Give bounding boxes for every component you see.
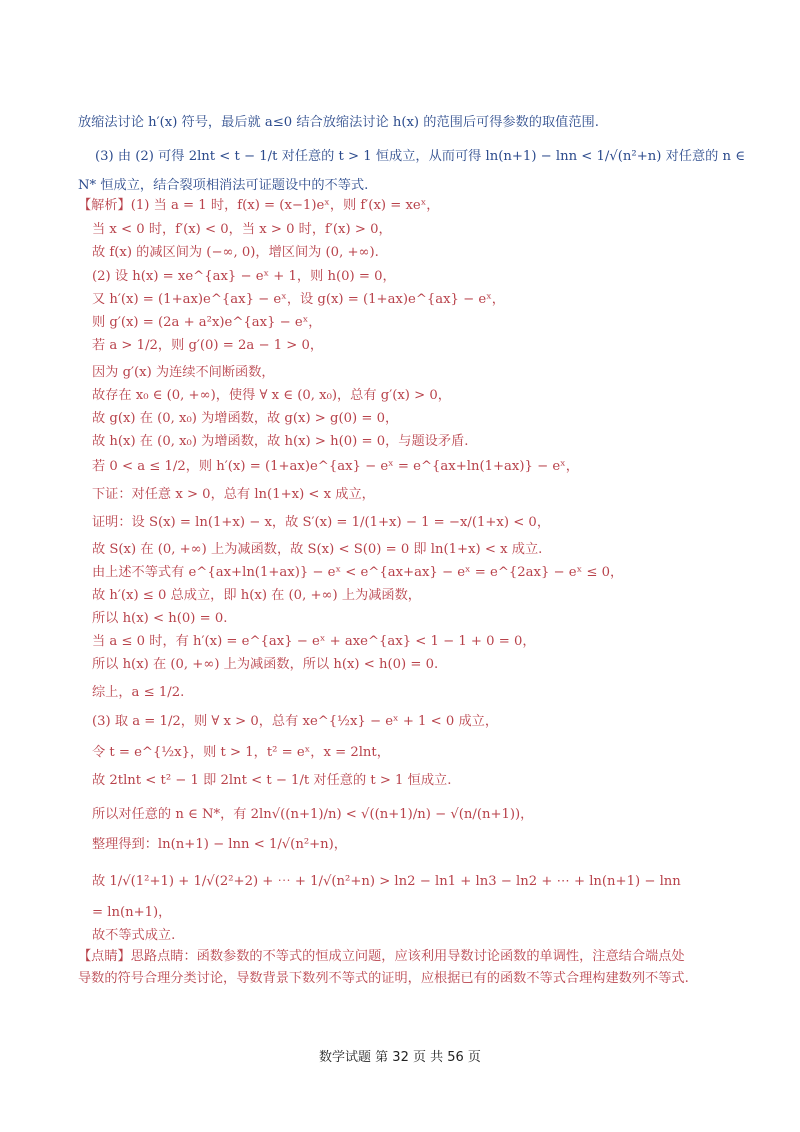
solution-line-7: 若 a > 1/2，则 g′(0) = 2a − 1 > 0， bbox=[92, 338, 324, 353]
solution-line-8: 因为 g′(x) 为连续不间断函数， bbox=[92, 365, 275, 380]
page-footer: 数学试题 第 32 页 共 56 页 bbox=[319, 1050, 481, 1065]
solution-line-11: 故 h(x) 在 (0, x₀) 为增函数，故 h(x) > h(0) = 0，与题设矛盾. bbox=[92, 434, 469, 449]
solution-line-27: 故 1/√(1²+1) + 1/√(2²+2) + ⋯ + 1/√(n²+n) > ln2 − ln1 + ln3 − ln2 + ⋯ + ln(n+1) − lnn bbox=[92, 874, 681, 889]
solution-line-20: 所以 h(x) 在 (0, +∞) 上为减函数，所以 h(x) < h(0) = 0. bbox=[92, 657, 439, 672]
solution-line-4: (2) 设 h(x) = xe^{ax} − eˣ + 1，则 h(0) = 0， bbox=[92, 269, 396, 284]
solution-line-12: 若 0 < a ≤ 1/2，则 h′(x) = (1+ax)e^{ax} − eˣ = e^{ax+ln(1+ax)} − eˣ， bbox=[92, 459, 579, 474]
solution-line-28: = ln(n+1)， bbox=[92, 905, 172, 920]
solution-line-25: 所以对任意的 n ∈ N*，有 2ln√((n+1)/n) < √((n+1)/n) − √(n/(n+1))， bbox=[92, 807, 534, 822]
analysis-line-3: N* 恒成立，结合裂项相消法可证题设中的不等式. bbox=[78, 178, 369, 193]
solution-line-10: 故 g(x) 在 (0, x₀) 为增函数，故 g(x) > g(0) = 0， bbox=[92, 411, 399, 426]
solution-line-6: 则 g′(x) = (2a + a²x)e^{ax} − eˣ， bbox=[92, 315, 322, 330]
solution-line-17: 故 h′(x) ≤ 0 总成立，即 h(x) 在 (0, +∞) 上为减函数， bbox=[92, 588, 421, 603]
solution-line-15: 故 S(x) 在 (0, +∞) 上为减函数，故 S(x) < S(0) = 0 即 ln(1+x) < x 成立. bbox=[92, 542, 543, 557]
solution-line-13: 下证：对任意 x > 0，总有 ln(1+x) < x 成立， bbox=[92, 487, 375, 502]
solution-line-14: 证明：设 S(x) = ln(1+x) − x，故 S′(x) = 1/(1+x) − 1 = −x/(1+x) < 0， bbox=[92, 515, 551, 530]
solution-line-1: 【解析】(1) 当 a = 1 时，f(x) = (x−1)eˣ，则 f′(x) = xeˣ， bbox=[78, 198, 440, 213]
solution-line-22: (3) 取 a = 1/2，则 ∀ x > 0，总有 xe^{½x} − eˣ + 1 < 0 成立， bbox=[92, 714, 499, 729]
analysis-line-2: (3) 由 (2) 可得 2lnt < t − 1/t 对任意的 t > 1 恒成立，从而可得 ln(n+1) − lnn < 1/√(n²+n) 对任意的 n ∈ bbox=[95, 149, 745, 164]
solution-line-16: 由上述不等式有 e^{ax+ln(1+ax)} − eˣ < e^{ax+ax} − eˣ = e^{2ax} − eˣ ≤ 0， bbox=[92, 565, 624, 580]
solution-line-2: 当 x < 0 时，f′(x) < 0，当 x > 0 时，f′(x) > 0， bbox=[92, 222, 392, 237]
solution-line-3: 故 f(x) 的减区间为 (−∞, 0)，增区间为 (0, +∞). bbox=[92, 245, 379, 260]
solution-line-21: 综上，a ≤ 1/2. bbox=[92, 685, 185, 700]
solution-line-26: 整理得到：ln(n+1) − lnn < 1/√(n²+n)， bbox=[92, 837, 347, 852]
solution-line-18: 所以 h(x) < h(0) = 0. bbox=[92, 611, 228, 626]
analysis-line-1: 放缩法讨论 h′(x) 符号，最后就 a≤0 结合放缩法讨论 h(x) 的范围后可得参数的取值范围. bbox=[78, 115, 599, 130]
comment-line-1: 【点睛】思路点睛：函数参数的不等式的恒成立问题，应该利用导数讨论函数的单调性，注意结合端点处 bbox=[78, 949, 685, 964]
solution-line-19: 当 a ≤ 0 时，有 h′(x) = e^{ax} − eˣ + axe^{ax} < 1 − 1 + 0 = 0， bbox=[92, 634, 536, 649]
comment-line-2: 导数的符号合理分类讨论，导数背景下数列不等式的证明，应根据已有的函数不等式合理构建数列不等式. bbox=[78, 971, 689, 986]
solution-line-29: 故不等式成立. bbox=[92, 928, 176, 943]
solution-line-24: 故 2tlnt < t² − 1 即 2lnt < t − 1/t 对任意的 t > 1 恒成立. bbox=[92, 773, 452, 788]
solution-line-9: 故存在 x₀ ∈ (0, +∞)，使得 ∀ x ∈ (0, x₀)，总有 g′(x) > 0， bbox=[92, 388, 451, 403]
solution-line-23: 令 t = e^{½x}，则 t > 1，t² = eˣ，x = 2lnt， bbox=[92, 745, 390, 760]
solution-line-5: 又 h′(x) = (1+ax)e^{ax} − eˣ，设 g(x) = (1+ax)e^{ax} − eˣ， bbox=[92, 292, 505, 307]
